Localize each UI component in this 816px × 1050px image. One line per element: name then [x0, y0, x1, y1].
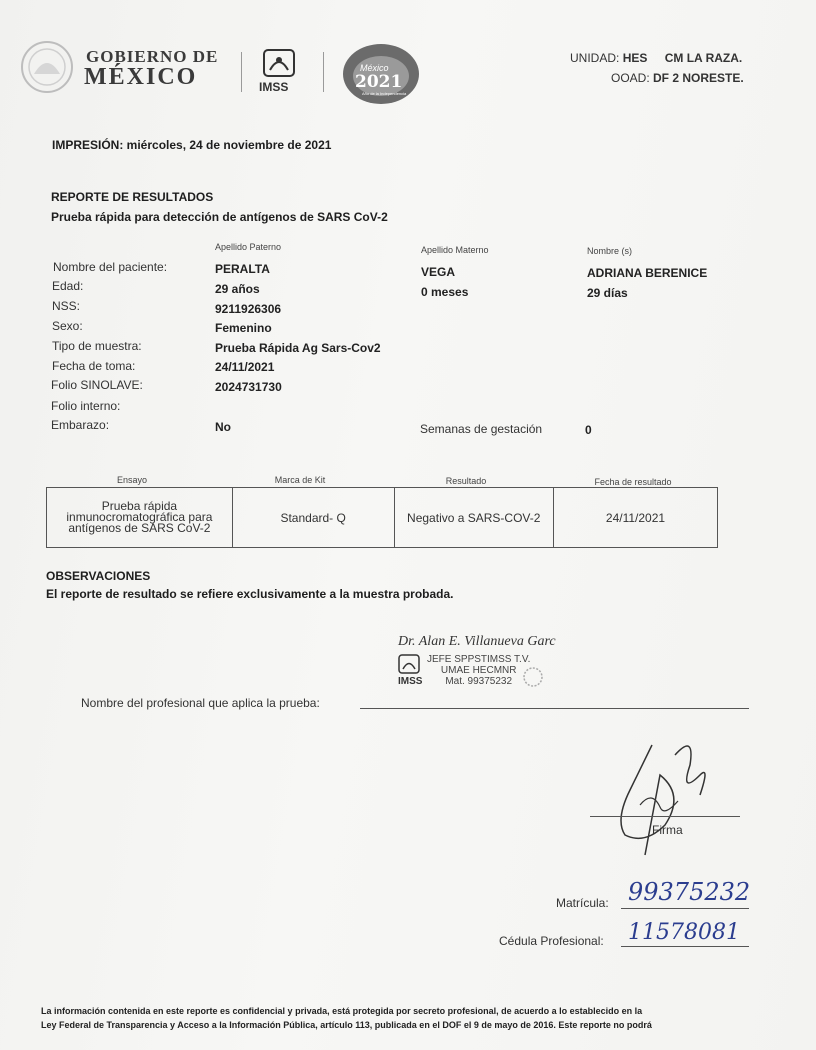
stamp-imss-logo-icon: [398, 654, 420, 676]
label-edad: Edad:: [52, 279, 84, 293]
value-matricula: 99375232: [628, 878, 751, 906]
results-table: [46, 487, 718, 548]
seal-year: 2021: [355, 72, 403, 92]
stamp-details: [427, 654, 530, 687]
label-nombre: Nombre del paciente:: [53, 260, 168, 274]
table-row: [47, 488, 718, 548]
results-header-resultado: Resultado: [445, 476, 487, 486]
value-cedula: 11578081: [628, 920, 740, 945]
col-header-paterno: Apellido Paterno: [215, 242, 282, 252]
value-edad-dias: 29 días: [587, 286, 628, 300]
label-nss: NSS:: [52, 299, 81, 313]
gov-line2: MÉXICO: [84, 64, 198, 90]
value-edad-anios: 29 años: [215, 282, 260, 296]
cedula-line: [621, 946, 749, 947]
header-divider-2: [323, 52, 324, 92]
results-header-ensayo: Ensayo: [116, 475, 148, 485]
imss-logo-icon: [260, 48, 298, 80]
value-apellido-materno: VEGA: [421, 265, 456, 279]
stamp-line3: Mat. 99375232: [445, 676, 513, 687]
value-embarazo: No: [215, 420, 231, 434]
cell-ensayo: Prueba rápida inmunocromatográfica para antígenos de SARS CoV-2: [47, 488, 233, 548]
ooad-line: [611, 71, 744, 85]
label-embarazo: Embarazo:: [51, 418, 110, 432]
cell-resultado: Negativo a SARS-COV-2: [394, 488, 553, 548]
stamp-line1: JEFE SPPSTIMSS T.V.: [427, 654, 531, 665]
header-divider: [241, 52, 242, 92]
footer-line2: Ley Federal de Transparencia y Acceso a la Información Pública, artículo 113, publicada en el DOF el 9 de mayo de 2016. Este reporte no podrá: [41, 1020, 652, 1030]
observaciones-title: OBSERVACIONES: [46, 569, 151, 583]
report-subtitle: Prueba rápida para detección de antígenos de SARS CoV-2: [51, 210, 388, 224]
profesional-line: [360, 708, 749, 709]
value-nombre: ADRIANA BERENICE: [587, 266, 708, 280]
label-firma: Firma: [652, 823, 683, 837]
cell-marca: Standard- Q: [232, 488, 394, 548]
footer-line1: La información contenida en este reporte es confidencial y privada, está protegida por secreto profesional, de acuerdo a lo establecido en la: [41, 1006, 643, 1016]
value-sexo: Femenino: [215, 321, 272, 335]
label-fecha-toma: Fecha de toma:: [52, 359, 136, 373]
unidad-line: [570, 51, 742, 65]
label-profesional: Nombre del profesional que aplica la prueba:: [81, 696, 320, 710]
seal-line1: México: [360, 63, 389, 73]
stamp-line2: UMAE HECMNR: [440, 665, 517, 676]
results-header-marca: Marca de Kit: [274, 475, 326, 485]
label-folio-interno: Folio interno:: [51, 399, 121, 413]
label-sexo: Sexo:: [52, 319, 83, 333]
impresion-date: IMPRESIÓN: miércoles, 24 de noviembre de 2021: [52, 138, 332, 152]
observaciones-text: El reporte de resultado se refiere exclusivamente a la muestra probada.: [46, 587, 454, 601]
label-matricula: Matrícula:: [556, 896, 609, 910]
unidad-value: HES: [622, 51, 648, 65]
firma-line: [590, 816, 740, 817]
handwritten-signature: [590, 735, 750, 865]
value-fecha-toma: 24/11/2021: [215, 360, 275, 374]
results-header-fecha: Fecha de resultado: [594, 477, 672, 487]
label-semanas-gestacion: Semanas de gestación: [420, 422, 543, 436]
mexico-coat-of-arms-icon: [20, 40, 74, 94]
value-apellido-paterno: PERALTA: [215, 262, 270, 276]
report-title: REPORTE DE RESULTADOS: [51, 190, 214, 204]
matricula-line: [621, 908, 749, 909]
unidad-value-2: CM LA RAZA.: [664, 51, 743, 65]
col-header-nombre: Nombre (s): [587, 246, 633, 256]
value-tipo-muestra: Prueba Rápida Ag Sars-Cov2: [215, 341, 381, 355]
imss-label: IMSS: [259, 80, 289, 94]
value-folio-sinolave: 2024731730: [215, 380, 282, 394]
value-nss: 9211926306: [215, 302, 282, 316]
stamp-name: Dr. Alan E. Villanueva Garc: [398, 634, 556, 649]
stamp-imss: IMSS: [398, 676, 423, 687]
unidad-label: UNIDAD:: [570, 51, 620, 65]
label-tipo-muestra: Tipo de muestra:: [52, 339, 142, 353]
label-folio-sinolave: Folio SINOLAVE:: [51, 378, 143, 392]
cell-fecha: 24/11/2021: [553, 488, 717, 548]
ooad-value: DF 2 NORESTE.: [653, 71, 744, 85]
col-header-materno: Apellido Materno: [421, 245, 489, 255]
value-edad-meses: 0 meses: [421, 285, 469, 299]
label-cedula: Cédula Profesional:: [499, 934, 604, 948]
gov-line1: GOBIERNO DE: [86, 47, 219, 66]
stamp-seal-icon: [522, 666, 544, 688]
value-semanas-gestacion: 0: [585, 423, 592, 437]
seal-line3: Año de la Independencia: [362, 91, 407, 96]
ooad-label: OOAD:: [611, 71, 650, 85]
